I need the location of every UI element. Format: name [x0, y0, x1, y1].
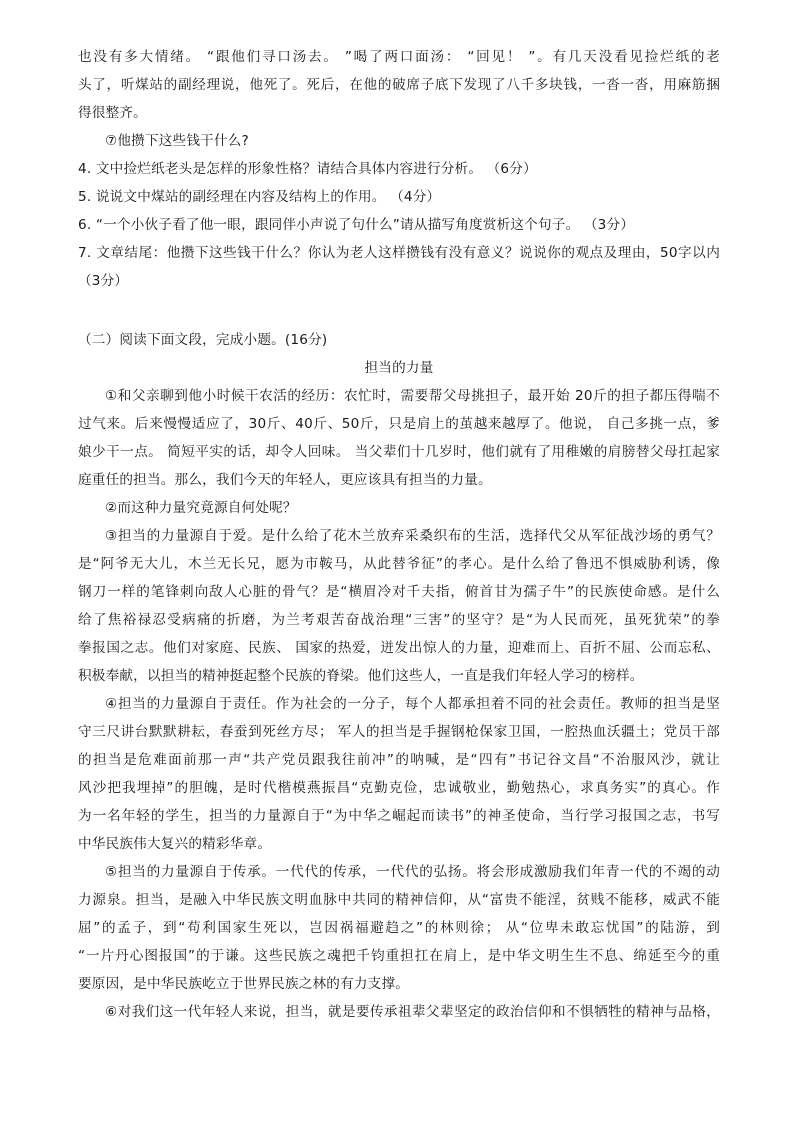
question-4: 4. 文中捡烂纸老头是怎样的形象性格？请结合具体内容进行分析。 （6分）: [78, 161, 537, 177]
article-line: 积极奉献，以担当的精神挺起整个民族的脊梁。他们这些人，一直是我们年轻人学习的榜样。: [78, 668, 644, 684]
question-7: 7. 文章结尾：他攒下这些钱干什么？你认为老人这样攒钱有没有意义？说说你的观点及理由，50字以内: [78, 245, 720, 261]
question-5: 5. 说说文中煤站的副经理在内容及结构上的作用。 （4分）: [78, 189, 441, 205]
article-title: 担当的力量: [364, 360, 434, 376]
article-line: 要原因，是中华民族屹立于世界民族之林的有力支撑。: [78, 976, 410, 992]
article-line: 的担当是危难面前那一声“共产党员跟我往前冲”的呐喊，是“四有”书记谷文昌“不治服风沙，就让: [78, 752, 720, 768]
article-line: 是“阿爷无大儿，木兰无长兄，愿为市鞍马，从此替爷征”的孝心。是什么给了鲁迅不惧威胁利诱，像: [78, 556, 720, 572]
article-line: ①和父亲聊到他小时候干农活的经历：农忙时，需要帮父母挑担子，最开始 20斤的担子都压得喘不: [105, 388, 720, 404]
question-7-points: （3分）: [78, 273, 129, 289]
article-line: 为一名年轻的学生，担当的力量源自于“为中华之崛起而读书”的神圣使命，当行学习报国之志，书写: [78, 808, 720, 824]
article-line: 给了焦裕禄忍受病痛的折磨，为兰考艰苦奋战治理“三害”的坚守？是“为人民而死，虽死犹荣”的拳: [78, 612, 720, 628]
article-line: ③担当的力量源自于爱。是什么给了花木兰放弃采桑织布的生活，选择代父从军征战沙场的勇气？: [105, 528, 720, 544]
passage-line: 头了，听煤站的副经理说，他死了。死后，在他的破席子底下发现了八千多块钱，一沓一沓，用麻筋捆: [78, 77, 720, 93]
article-line: 拳报国之志。他们对家庭、民族、 国家的热爱，迸发出惊人的力量，迎难而上、百折不屈、公而忘私、: [78, 640, 720, 656]
passage-line: 也没有多大情绪。 “跟他们寻口汤去。 ”喝了两口面汤： “回见！ ”。有几天没看见捡烂纸的老: [78, 49, 720, 65]
article-line: 娘少干一点。 简短平实的话，却令人回味。 当父辈们十几岁时，他们就有了用稚嫩的肩膀替父母扛起家: [78, 444, 720, 460]
article-line: 庭重任的担当。那么，我们今天的年轻人，更应该具有担当的力量。: [78, 472, 492, 488]
article-line: 钢刀一样的笔锋刺向敌人心脏的骨气？是“横眉冷对千夫指，俯首甘为孺子牛”的民族使命感。是什么: [78, 584, 720, 600]
passage-question-line: ⑦他攒下这些钱干什么?: [105, 133, 249, 149]
section-heading: （二）阅读下面文段，完成小题。(16分): [78, 332, 328, 348]
article-line: ⑥对我们这一代年轻人来说，担当，就是要传承祖辈父辈坚定的政治信仰和不惧牺牲的精神与品格，: [105, 1004, 720, 1020]
article-line: ⑤担当的力量源自于传承。一代代的传承，一代代的弘扬。将会形成激励我们年青一代的不竭的动: [105, 864, 720, 880]
article-line: 风沙把我埋掉”的胆魄，是时代楷模燕振昌“克勤克俭，忠诚敬业，勤勉热心，求真务实”的真心。作: [78, 780, 720, 796]
article-line: “一片丹心图报国”的于谦。这些民族之魂把千钧重担扛在肩上，是中华文明生生不息、绵延至今的重: [78, 948, 720, 964]
passage-line: 得很整齐。: [78, 105, 147, 121]
article-line: ④担当的力量源自于责任。作为社会的一分子，每个人都承担着不同的社会责任。教师的担当是坚: [105, 696, 720, 712]
article-line: 力源泉。担当，是融入中华民族文明血脉中共同的精神信仰，从“富贵不能淫，贫贱不能移，威武不能: [78, 892, 720, 908]
article-line: ②而这种力量究竟源自何处呢？: [105, 500, 297, 516]
article-line: 中华民族伟大复兴的精彩华章。: [78, 836, 272, 852]
article-line: 守三尺讲台默默耕耘，春蚕到死丝方尽； 军人的担当是手握钢枪保家卫国，一腔热血沃疆土；党员干部: [78, 724, 720, 740]
question-6: 6. “一个小伙子看了他一眼，跟同伴小声说了句什么”请从描写角度赏析这个句子。 （3分）: [78, 217, 635, 233]
article-line: 过气来。后来慢慢适应了，30斤、40斤、50斤，只是肩上的茧越来越厚了。他说， 自己多挑一点，爹: [78, 416, 720, 432]
article-line: 屈”的孟子，到“苟利国家生死以，岂因祸福避趋之”的林则徐； 从“位卑未敢忘忧国”的陆游，到: [78, 920, 720, 936]
